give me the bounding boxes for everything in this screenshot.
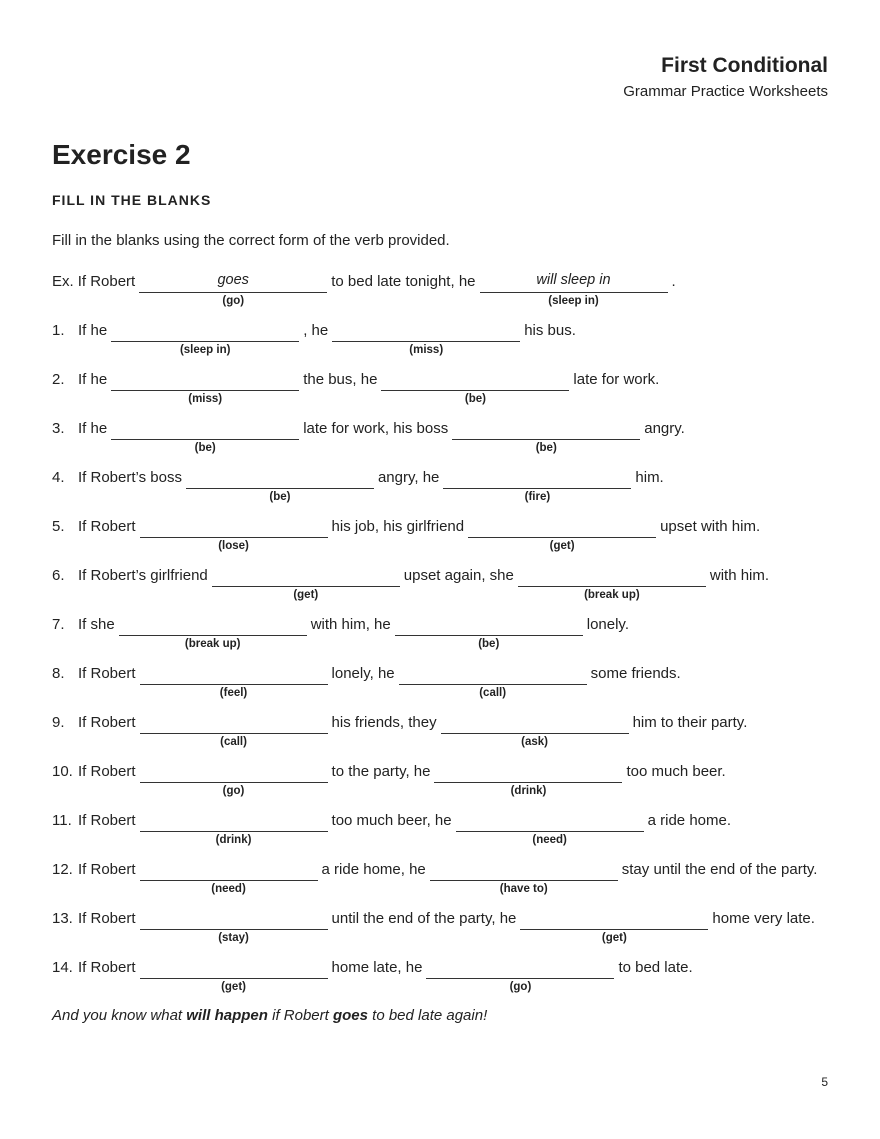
verb-hint-1: (feel) [219, 687, 248, 699]
answer-blank-2[interactable] [426, 958, 614, 993]
exercise-item [52, 468, 840, 508]
verb-hint-1: (go) [222, 785, 245, 797]
item-text-1: If he [78, 420, 108, 437]
item-text-2: home late, he [331, 959, 423, 976]
verb-hint-1: (drink) [215, 834, 252, 846]
verb-hint-1: (lose) [218, 540, 249, 552]
verb-hint-2: (be) [478, 638, 500, 650]
exercise-item [52, 958, 840, 998]
verb-hint-1: (be) [269, 491, 291, 503]
answer-blank-2[interactable] [434, 762, 622, 797]
item-number: 6. [52, 567, 65, 584]
example-answer-1: goes [217, 272, 249, 288]
answer-blank-1[interactable] [140, 958, 328, 993]
answer-blank-1[interactable] [140, 860, 318, 895]
item-text-3: too much beer. [626, 763, 726, 780]
item-number: 4. [52, 469, 65, 486]
answer-blank-2[interactable] [518, 566, 706, 601]
closing-text-1: And you know what [52, 1007, 187, 1024]
worksheet-title: First Conditional [661, 54, 828, 77]
item-text-3: some friends. [590, 665, 681, 682]
verb-hint-1: (call) [220, 736, 247, 748]
exercise-item [52, 909, 840, 949]
verb-hint-2: (drink) [510, 785, 547, 797]
item-text-3: angry. [644, 420, 685, 437]
item-text-2: late for work, his boss [303, 420, 449, 437]
verb-hint-2: (be) [535, 442, 557, 454]
exercise-item [52, 566, 840, 606]
verb-hint-2: (be) [464, 393, 486, 405]
item-text-1: If Robert’s boss [78, 469, 182, 486]
item-text-3: lonely. [586, 616, 629, 633]
worksheet-subtitle: Grammar Practice Worksheets [623, 83, 828, 100]
closing-bold-1: will happen [186, 1007, 268, 1024]
item-text-1: If Robert’s girlfriend [78, 567, 208, 584]
item-text-3: him. [635, 469, 664, 486]
item-number: 2. [52, 371, 65, 388]
answer-blank-1[interactable] [140, 713, 328, 748]
item-number: 5. [52, 518, 65, 535]
example-verb-hint-2: (sleep in) [548, 295, 599, 307]
item-text-2: to the party, he [331, 763, 431, 780]
item-text-2: his job, his girlfriend [331, 518, 465, 535]
item-text-2: angry, he [377, 469, 440, 486]
exercise-instruction: Fill in the blanks using the correct form of the verb provided. [52, 232, 450, 249]
answer-blank-1[interactable] [140, 909, 328, 944]
answer-blank-1[interactable] [186, 468, 374, 503]
answer-blank-2[interactable] [332, 321, 520, 356]
answer-blank-2[interactable] [443, 468, 631, 503]
item-number: 7. [52, 616, 65, 633]
item-text-1: If he [78, 371, 108, 388]
item-text-2: upset again, she [403, 567, 514, 584]
item-text-2: until the end of the party, he [331, 910, 517, 927]
closing-bold-2: goes [332, 1007, 368, 1024]
verb-hint-1: (break up) [184, 638, 241, 650]
exercise-item [52, 370, 840, 410]
item-text-3: with him. [709, 567, 770, 584]
answer-blank-1[interactable] [140, 517, 328, 552]
verb-hint-1: (get) [221, 981, 246, 993]
answer-blank-1[interactable] [140, 664, 328, 699]
page-header [623, 53, 828, 102]
item-number: 12. [52, 861, 73, 878]
item-text-1: If he [78, 322, 108, 339]
item-text-1: If Robert [78, 959, 136, 976]
item-text-1: If Robert [78, 714, 136, 731]
exercise-item [52, 860, 840, 900]
verb-hint-2: (call) [479, 687, 507, 699]
verb-hint-2: (need) [532, 834, 567, 846]
exercise-item [52, 811, 840, 851]
item-text-3: home very late. [712, 910, 815, 927]
exercise-item [52, 664, 840, 704]
item-text-2: , he [303, 322, 329, 339]
item-text-1: If Robert [78, 861, 136, 878]
item-number: 3. [52, 420, 65, 437]
example-answer-blank-1 [139, 272, 327, 307]
answer-blank-2[interactable] [399, 664, 587, 699]
answer-blank-1[interactable] [140, 811, 328, 846]
answer-blank-2[interactable] [456, 811, 644, 846]
answer-blank-2[interactable] [381, 370, 569, 405]
item-text-3: him to their party. [632, 714, 748, 731]
item-text-1: If she [78, 616, 115, 633]
closing-text-2: if Robert [267, 1007, 333, 1024]
verb-hint-2: (get) [549, 540, 575, 552]
item-number: 14. [52, 959, 73, 976]
answer-blank-1[interactable] [119, 615, 307, 650]
answer-blank-2[interactable] [452, 419, 640, 454]
answer-blank-2[interactable] [430, 860, 618, 895]
verb-hint-1: (stay) [218, 932, 249, 944]
item-number: 9. [52, 714, 65, 731]
verb-hint-2: (get) [601, 932, 627, 944]
example-answer-2: will sleep in [536, 272, 611, 288]
exercise-item [52, 419, 840, 459]
item-text-1: If Robert [78, 812, 136, 829]
answer-blank-2[interactable] [468, 517, 656, 552]
item-text-3: stay until the end of the party. [621, 861, 818, 878]
exercise-item [52, 517, 840, 557]
item-text-1: If Robert [78, 763, 136, 780]
item-number: 10. [52, 763, 73, 780]
item-text-3: late for work. [573, 371, 660, 388]
item-text-3: upset with him. [660, 518, 761, 535]
answer-blank-2[interactable] [520, 909, 708, 944]
verb-hint-2: (go) [509, 981, 532, 993]
item-number: 1. [52, 322, 65, 339]
item-text-1: If Robert [78, 910, 136, 927]
verb-hint-2: (fire) [524, 491, 551, 503]
example-verb-hint-1: (go) [222, 295, 245, 307]
answer-blank-1[interactable] [111, 321, 299, 356]
page-number: 5 [821, 1075, 828, 1089]
item-number: 8. [52, 665, 65, 682]
verb-hint-1: (need) [211, 883, 246, 895]
item-text-3: his bus. [524, 322, 576, 339]
closing-sentence [52, 1006, 487, 1026]
exercise-item [52, 615, 840, 655]
answer-blank-1[interactable] [212, 566, 400, 601]
verb-hint-1: (miss) [188, 393, 223, 405]
verb-hint-2: (have to) [499, 883, 548, 895]
exercise-item [52, 321, 840, 361]
verb-hint-1: (sleep in) [179, 344, 231, 356]
verb-hint-2: (ask) [521, 736, 549, 748]
item-text-2: a ride home, he [321, 861, 426, 878]
exercise-title: Exercise 2 [52, 139, 191, 170]
answer-blank-2[interactable] [441, 713, 629, 748]
example-text-3: . [671, 273, 676, 290]
answer-blank-1[interactable] [111, 419, 299, 454]
verb-hint-2: (break up) [584, 589, 640, 601]
item-text-2: lonely, he [331, 665, 395, 682]
item-text-1: If Robert [78, 665, 136, 682]
example-answer-blank-2 [480, 272, 668, 307]
example-text-2: to bed late tonight, he [331, 273, 476, 290]
answer-blank-1[interactable] [111, 370, 299, 405]
item-text-3: to bed late. [618, 959, 693, 976]
item-number: 11. [52, 812, 72, 829]
item-text-2: the bus, he [303, 371, 378, 388]
example-line [52, 272, 840, 312]
item-text-2: his friends, they [331, 714, 437, 731]
example-text-1: If Robert [77, 273, 136, 290]
verb-hint-1: (be) [194, 442, 216, 454]
item-number: 13. [52, 910, 73, 927]
exercise-item [52, 713, 840, 753]
verb-hint-1: (get) [293, 589, 319, 601]
item-text-3: a ride home. [647, 812, 732, 829]
exercise-subheading: FILL IN THE BLANKS [52, 192, 212, 208]
item-text-2: too much beer, he [331, 812, 452, 829]
item-text-1: If Robert [78, 518, 136, 535]
closing-text-3: to bed late again! [367, 1007, 488, 1024]
answer-blank-2[interactable] [395, 615, 583, 650]
item-text-2: with him, he [310, 616, 391, 633]
verb-hint-2: (miss) [409, 344, 444, 356]
exercise-item [52, 762, 840, 802]
example-prefix: Ex. [52, 273, 74, 290]
answer-blank-1[interactable] [140, 762, 328, 797]
